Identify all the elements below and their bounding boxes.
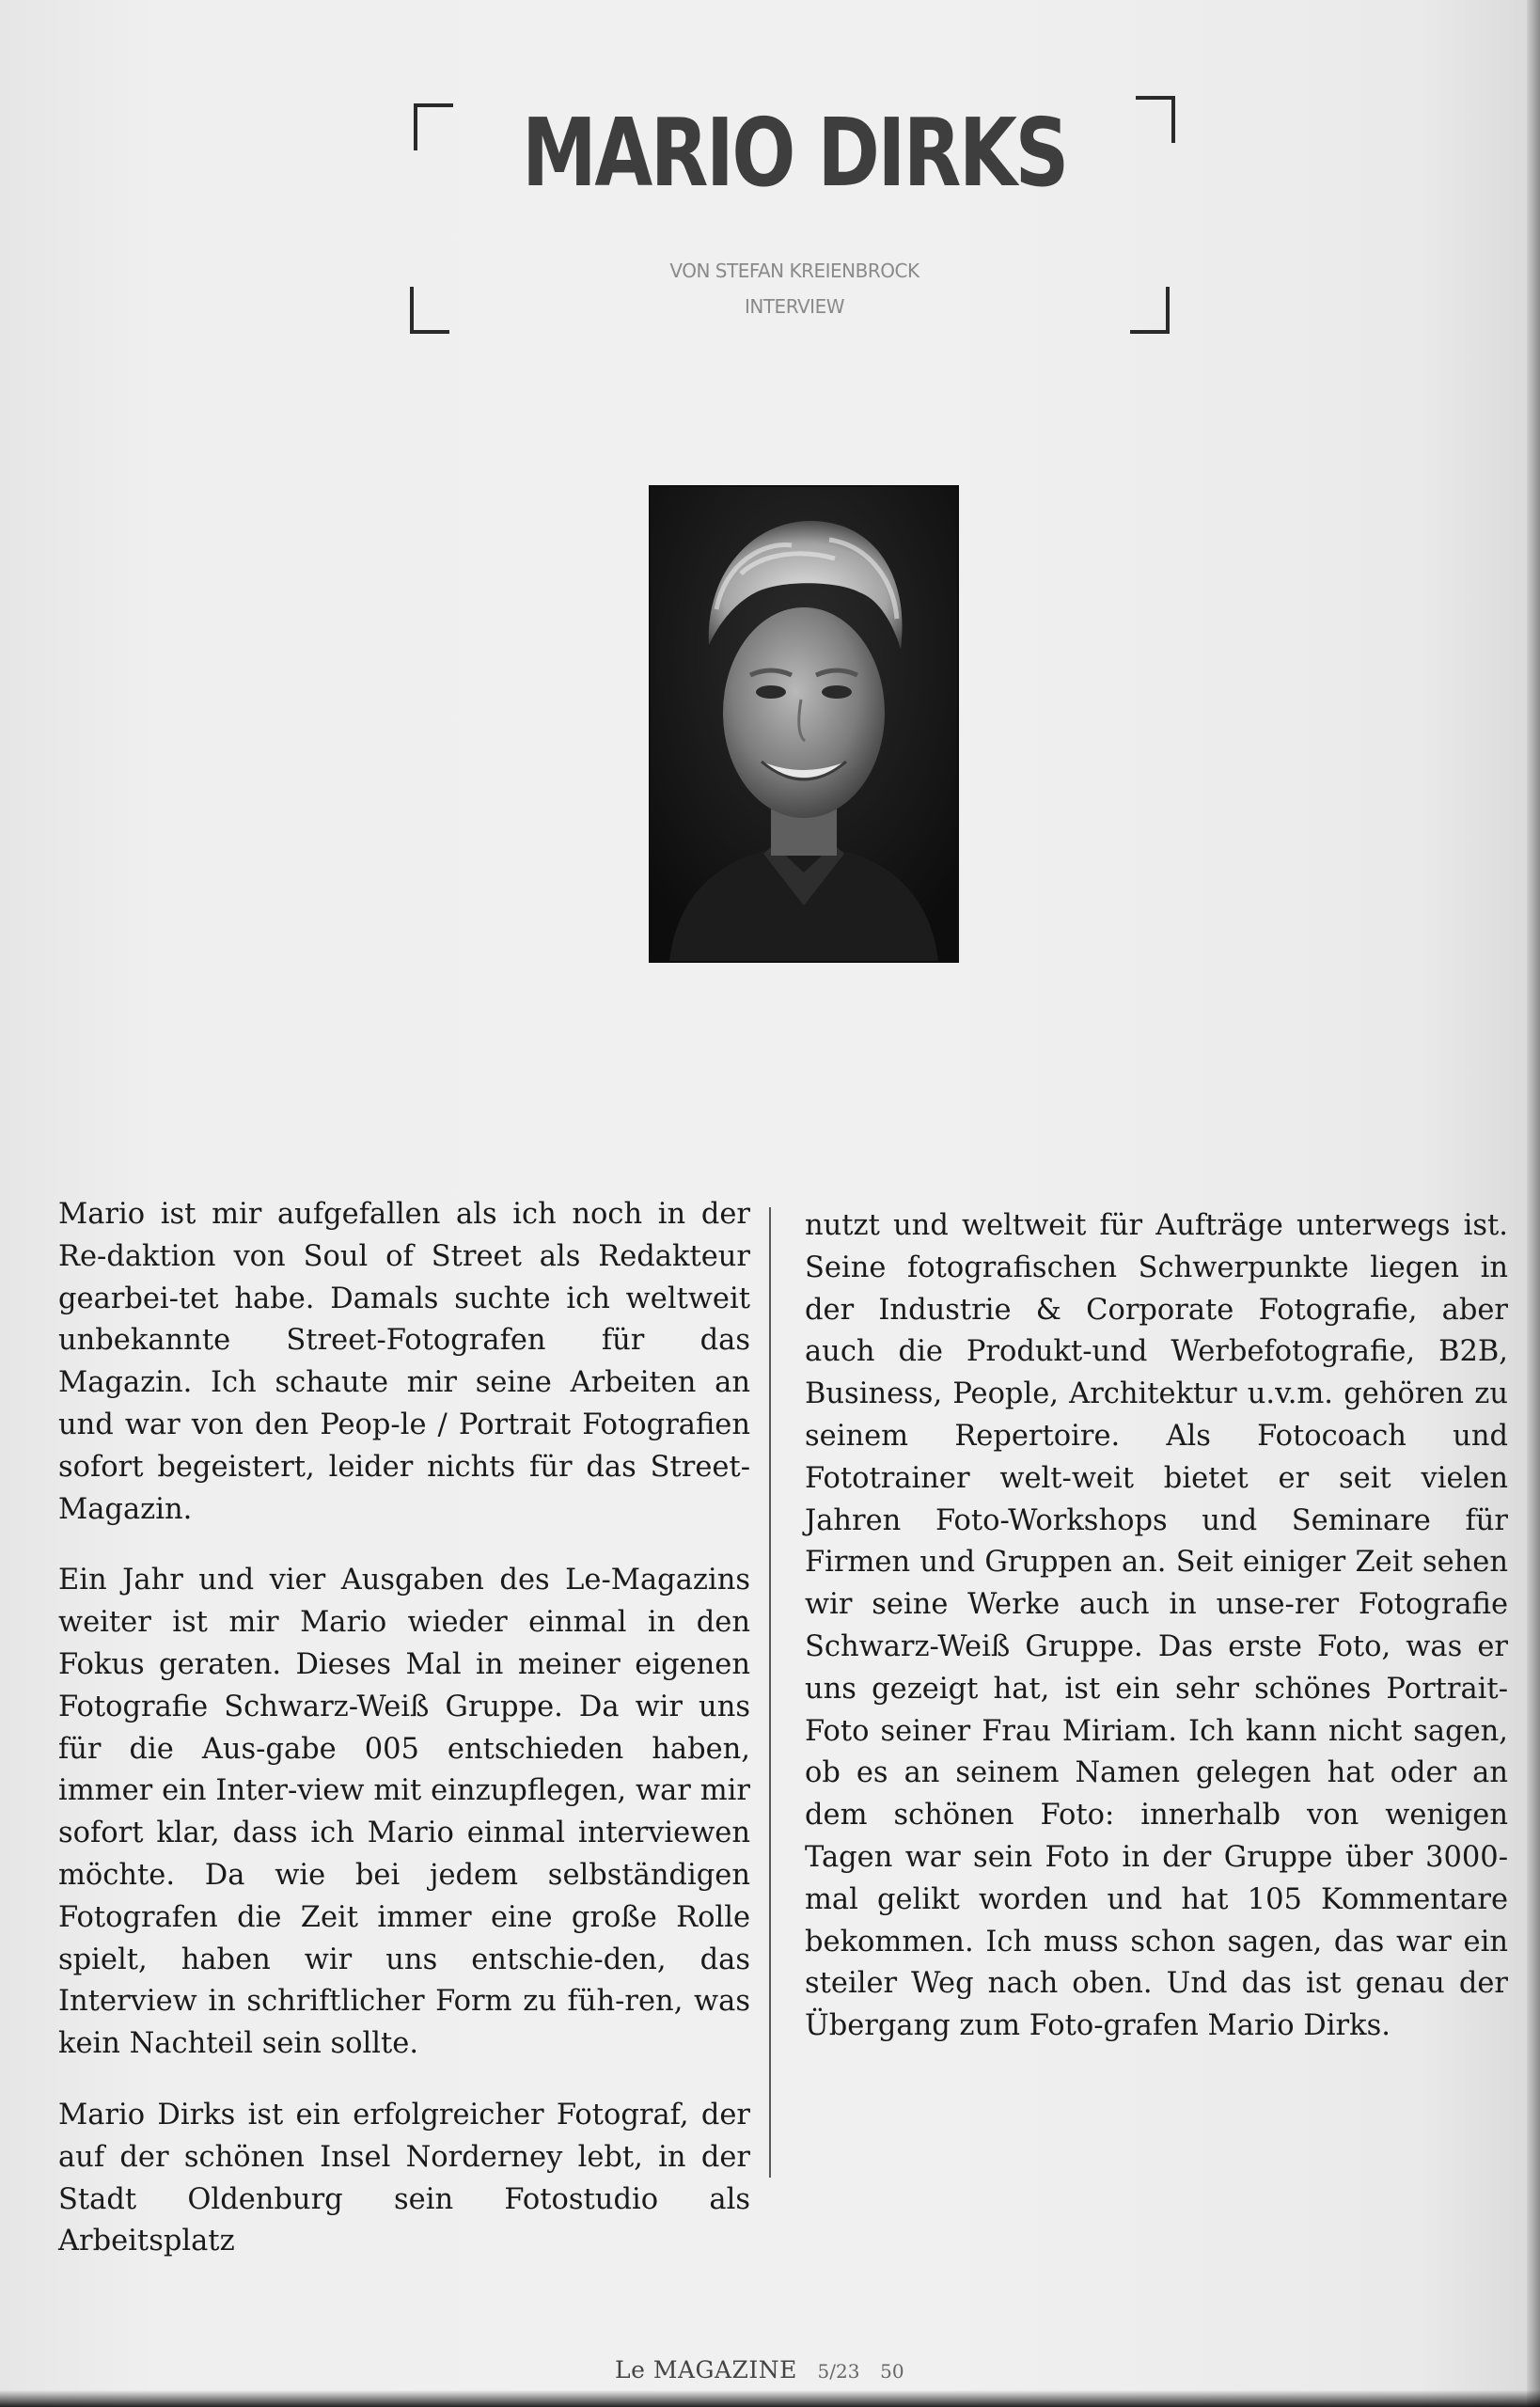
page-number: 50 [880, 2360, 904, 2383]
right-column [805, 1205, 1508, 2077]
issue-number: 5/23 [817, 2360, 860, 2383]
paragraph: Ein Jahr und vier Ausgaben des Le-Magazins weiter ist mir Mario wieder einmal in den Fokus geraten. Dieses Mal in meiner eigenen Fotografie Schwarz-Weiß Gruppe. Da wir uns für die Aus-gabe 005 entschieden haben, immer ein Inter-view mit einzupflegen, war mir sofort klar, dass ich Mario einmal interviewen möchte. Da wie bei jedem selbständigen Fotografen die Zeit immer eine große Rolle spielt, haben wir uns entschie-den, das Interview in schriftlicher Form zu füh-ren, was kein Nachteil sein sollte. [58, 1564, 750, 2061]
author-byline: VON STEFAN KREIENBROCK [669, 260, 919, 282]
page-edge-shadow [1527, 0, 1540, 2407]
paragraph: Mario Dirks ist ein erfolgreicher Fotograf, der auf der schönen Insel Norderney lebt, in der Stadt Oldenburg sein Fotostudio als Arbeitsplatz [58, 2098, 750, 2258]
bottom-shadow [0, 2390, 1540, 2407]
paragraph: nutzt und weltweit für Aufträge unterwegs ist. Seine fotografischen Schwerpunkte liegen in der Industrie & Corporate Fotografie, aber auch die Produkt-und Werbefotografie, B2B, Business, People, Architektur u.v.m. gehören zu seinem Repertoire. Als Fotocoach und Fototrainer welt-weit bietet er seit vielen Jahren Foto-Workshops und Seminare für Firmen und Gruppen an. Seit einiger Zeit sehen wir seine Werke auch in unse-rer Fotografie Schwarz-Weiß Gruppe. Das erste Foto, was er uns gezeigt hat, ist ein sehr schönes Portrait-Foto seiner Frau Miriam. Ich kann nicht sagen, ob es an seinem Namen gelegen hat oder an dem schönen Foto: innerhalb von wenigen Tagen war sein Foto in der Gruppe über 3000-mal gelikt worden und hat 105 Kommentare bekommen. Ich muss schon sagen, das war ein steiler Weg nach oben. Und das ist genau der Übergang zum Foto-grafen Mario Dirks. [805, 1209, 1508, 2043]
paragraph: Mario ist mir aufgefallen als ich noch in der Re-daktion von Soul of Street als Redakteur gearbei-tet habe. Damals suchte ich weltweit unbekannte Street-Fotografen für das Magazin. Ich schaute mir seine Arbeiten an und war von den Peop-le / Portrait Fotografien sofort begeistert, leider nichts für das Street-Magazin. [58, 1198, 750, 1526]
article-kind: INTERVIEW [744, 295, 844, 318]
portrait-photo [649, 485, 959, 963]
article-title: MARIO DIRKS [522, 98, 1067, 208]
left-column [58, 1194, 750, 2292]
column-divider [769, 1207, 771, 2178]
portrait-illustration [651, 487, 957, 961]
magazine-name: Le MAGAZINE [615, 2356, 797, 2383]
page-footer [615, 2356, 918, 2383]
